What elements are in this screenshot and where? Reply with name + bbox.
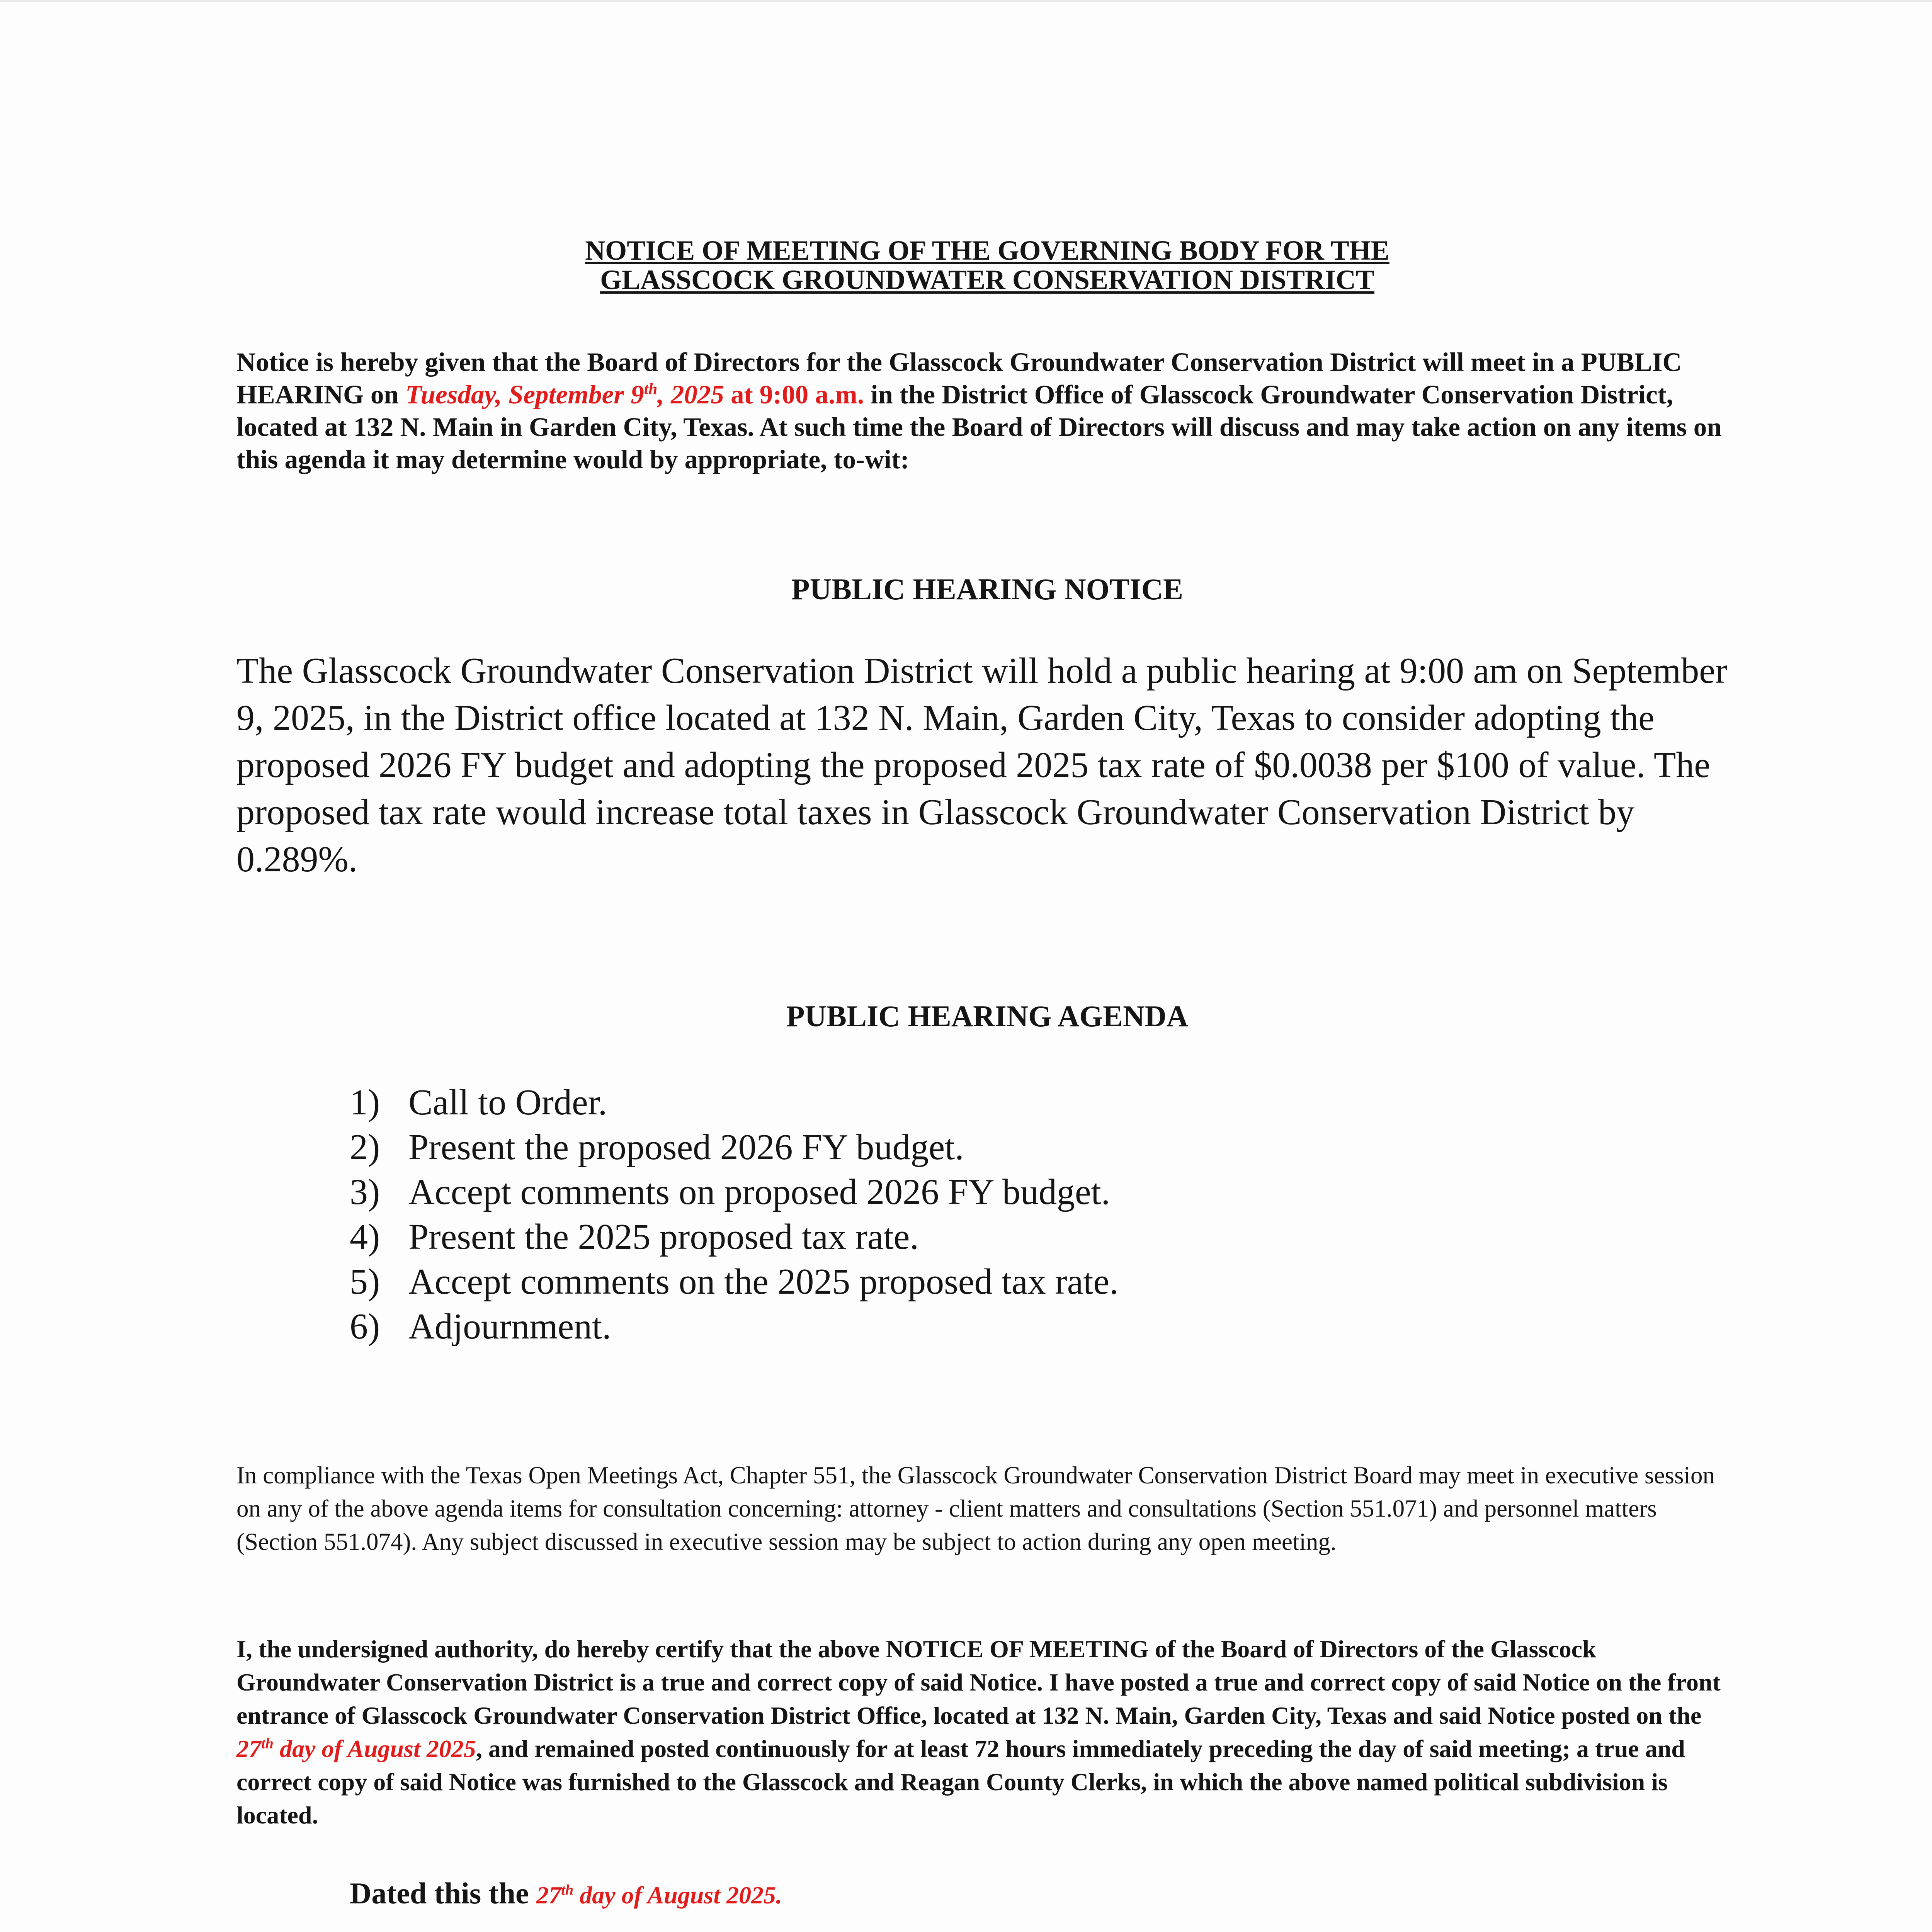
posted-date: 27th day of August 2025 [236,1735,476,1762]
title-line-1: NOTICE OF MEETING OF THE GOVERNING BODY FOR THE [585,235,1389,266]
scan-edge-top [0,0,1932,2]
agenda-item: 2) Present the proposed 2026 FY budget. [350,1127,964,1167]
hearing-date: Tuesday, September 9th, 2025 [405,380,724,409]
intro-paragraph: Notice is hereby given that the Board of Directors for the Glasscock Groundwater Conservation District will meet in a PUBLIC HEARING on Tuesday, September 9th, 2025 at 9:00 a.m. in the District Office of Glasscock Groundwater Conservation District, located at 132 N. Main in Garden City, Texas. At such time the Board of Directors will discuss and may take action on any items on this agenda it may determine would by appropriate, to-wit: [236,347,1722,474]
agenda-list [350,1080,1119,1349]
certification-paragraph: I, the undersigned authority, do hereby certify that the above NOTICE OF MEETING of the Board of Directors of the Glasscock Groundwater Conservation District is a true and correct copy of said Notice. I have posted a true and correct copy of said Notice on the front entrance of Glasscock Groundwater Conservation District Office, located at 132 N. Main, Garden City, Texas and said Notice posted on the 27th day of August 2025, and remained posted continuously for at least 72 hours immediately preceding the day of said meeting; a true and correct copy of said Notice was furnished to the Glasscock and Reagan County Clerks, in which the above named political subdivision is located. [236,1635,1721,1829]
agenda-item: 4) Present the 2025 proposed tax rate. [350,1217,919,1257]
agenda-item: 3) Accept comments on proposed 2026 FY budget. [350,1172,1111,1212]
agenda-item: 5) Accept comments on the 2025 proposed tax rate. [350,1262,1119,1302]
agenda-item: 6) Adjournment. [350,1306,611,1347]
dated-date: 27th day of August 2025. [536,1881,782,1909]
hearing-time: at 9:00 a.m. [724,380,864,409]
public-hearing-notice-heading: PUBLIC HEARING NOTICE [791,572,1184,606]
compliance-statement: In compliance with the Texas Open Meetings Act, Chapter 551, the Glasscock Groundwater Conservation District Board may meet in executive session on any of the above agenda items for consultation concerning: attorney - client matters and consultations (Section 551.071) and personnel matters (Section 551.074). Any subject discussed in executive session may be subject to action during any open meeting. [236,1462,1715,1555]
notice-title [232,236,1743,294]
agenda-item: 1) Call to Order. [350,1082,607,1122]
public-hearing-agenda-heading: PUBLIC HEARING AGENDA [786,999,1189,1033]
dated-line: Dated this the 27th day of August 2025. [350,1876,782,1910]
public-hearing-notice-body: The Glasscock Groundwater Conservation District will hold a public hearing at 9:00 am on September 9, 2025, in the District office located at 132 N. Main, Garden City, Texas to consider adopting the proposed 2026 FY budget and adopting the proposed 2025 tax rate of $0.0038 per $100 of value. The proposed tax rate would increase total taxes in Glasscock Groundwater Conservation District by 0.289%. [236,651,1728,879]
title-line-2: GLASSCOCK GROUNDWATER CONSERVATION DISTRICT [600,264,1374,295]
